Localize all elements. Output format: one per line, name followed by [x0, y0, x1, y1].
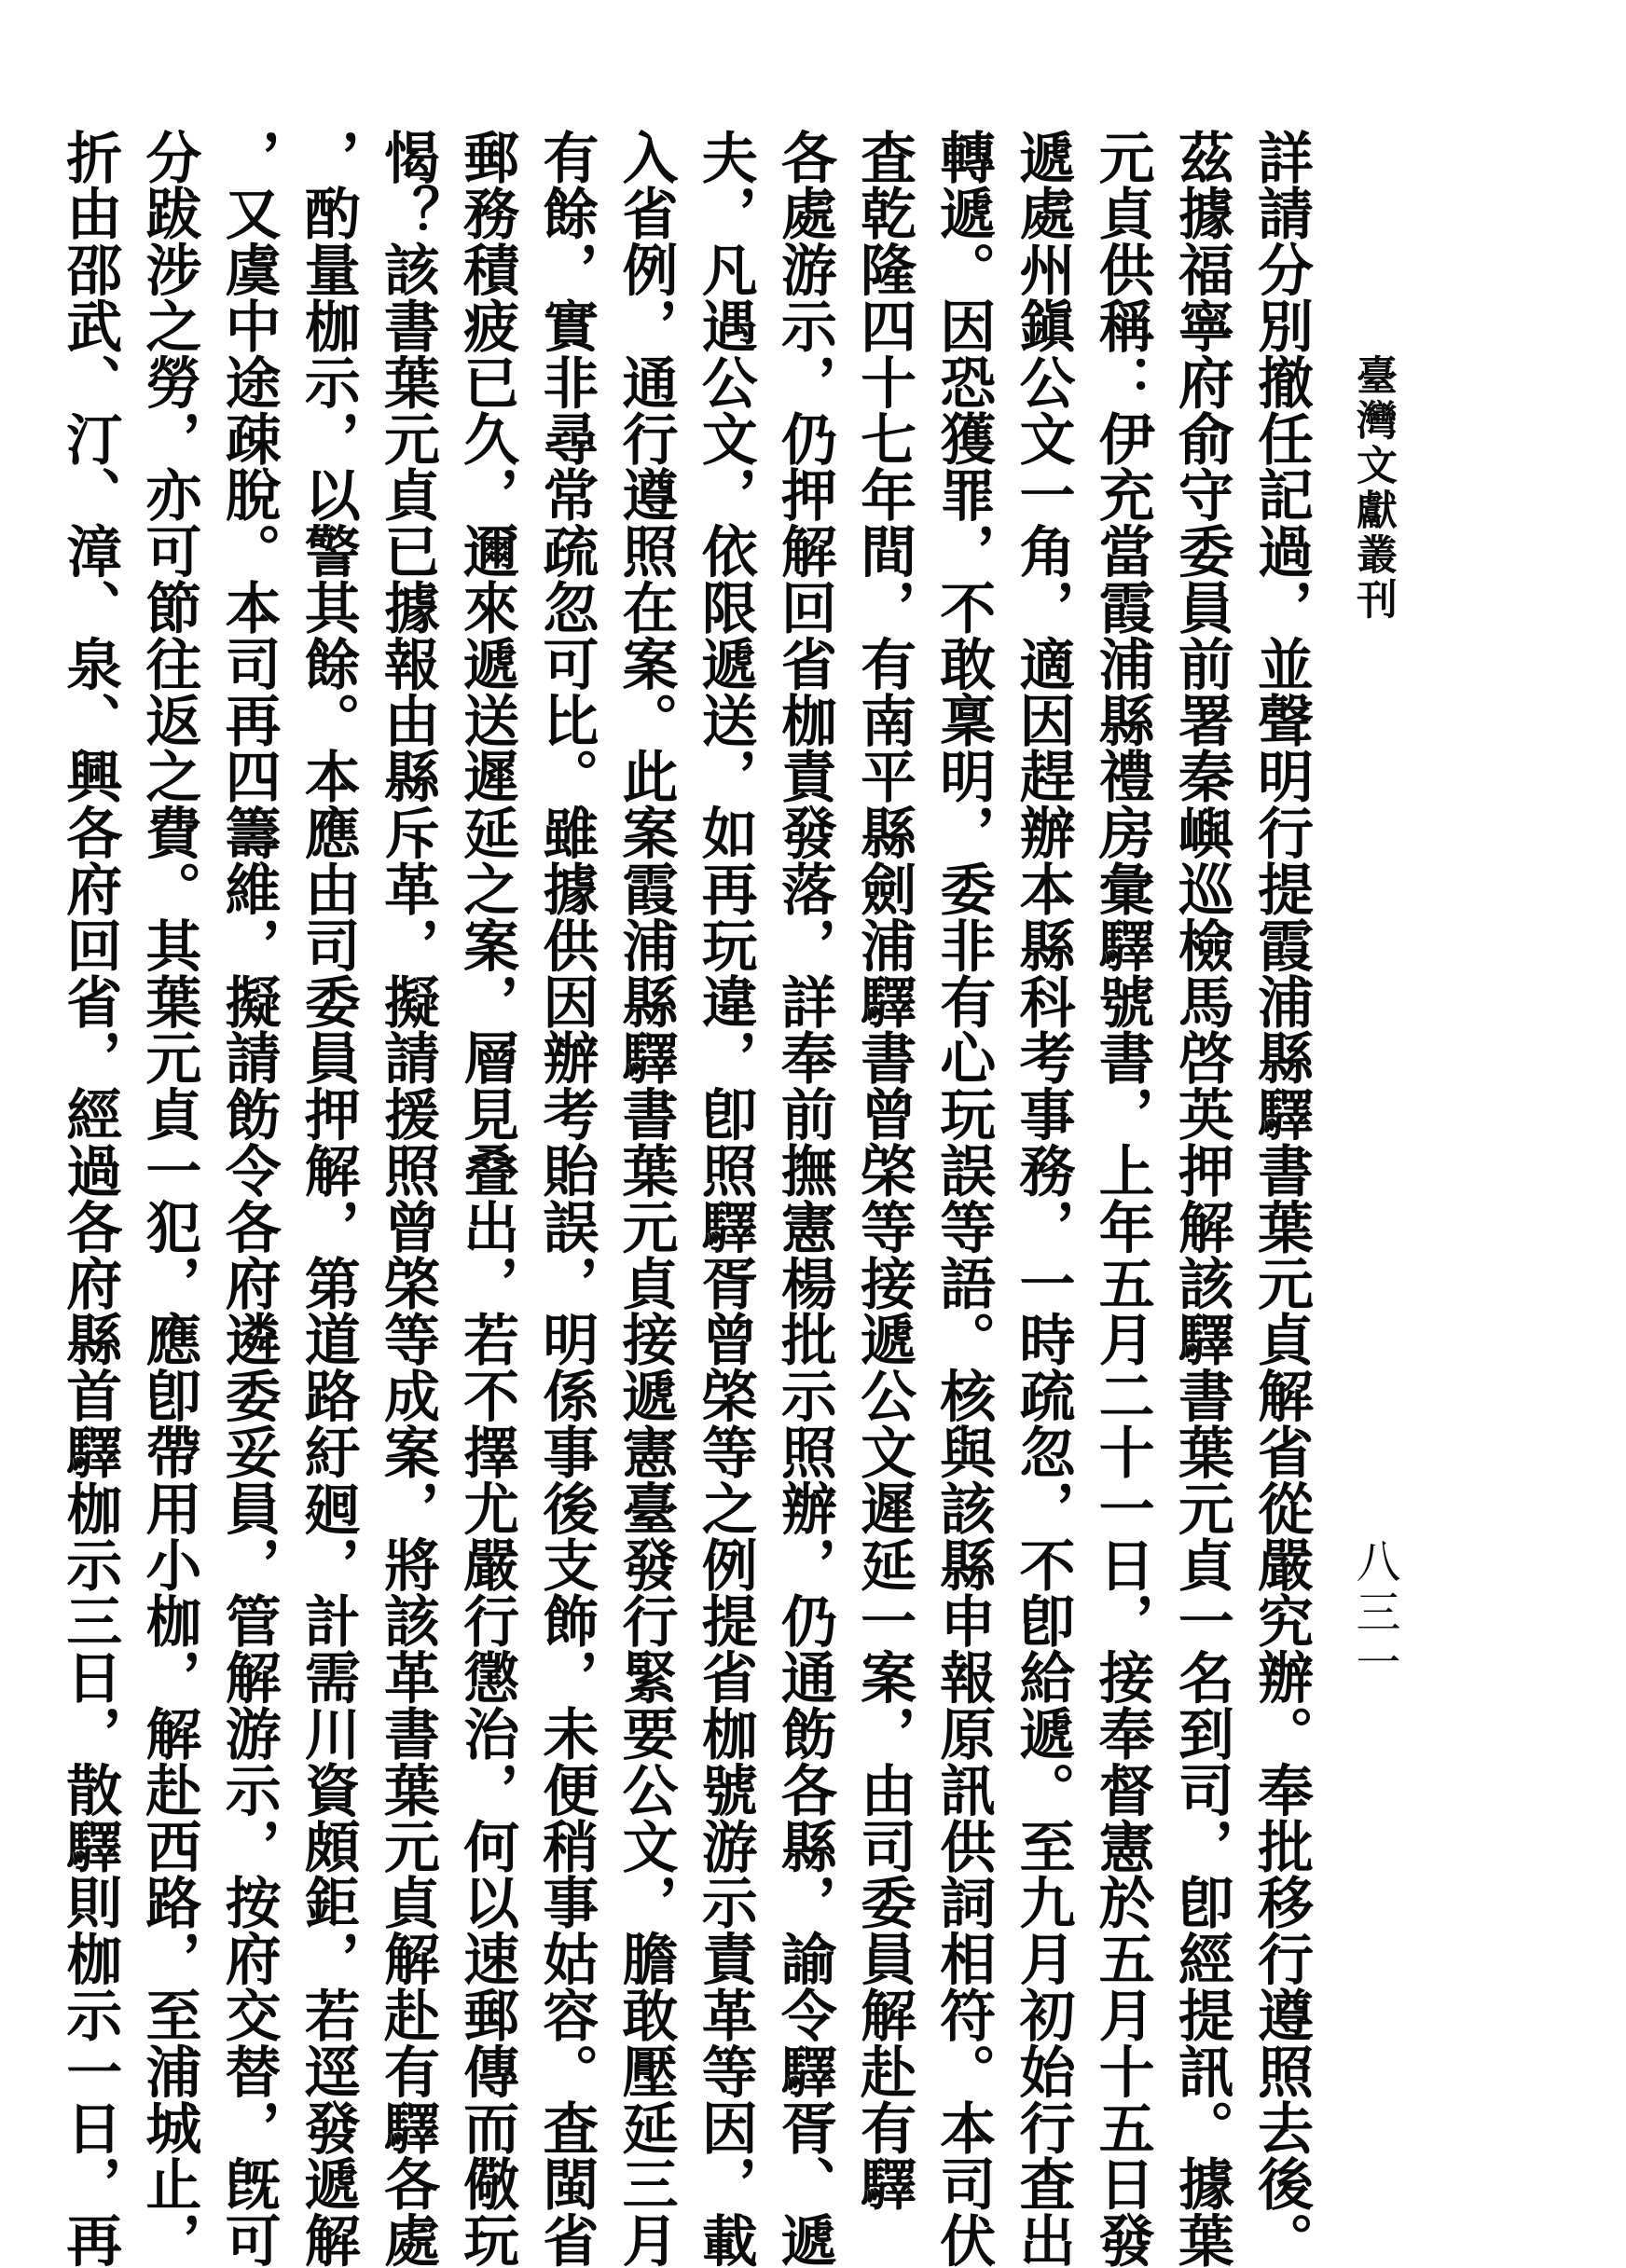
page-number: 八三一: [1348, 1538, 1400, 1689]
running-title: 臺灣文獻叢刊: [1349, 354, 1397, 623]
text-column: 査乾隆四十七年間，有南平縣劍浦驛書曾棨等接遞公文遲延一案，由司委員解赴有驛: [851, 129, 917, 2212]
text-column: 分跋涉之勞，亦可節往返之費。其葉元貞一犯，應卽帶用小枷，解赴西路，至浦城止，: [136, 129, 202, 2268]
text-column: ，又虞中途疎脫。本司再四籌維，擬請飭令各府遴委妥員，管解游示，按府交替，旣可: [215, 129, 282, 2268]
text-column: 折由邵武、汀、漳、泉、興各府回省，經過各府縣首驛枷示三日，散驛則枷示一日，再: [57, 129, 123, 2268]
text-column: 愒？該書葉元貞已據報由縣斥革，擬請援照曾棨等成案，將該革書葉元貞解赴有驛各處: [374, 129, 440, 2268]
text-column: 茲據福寧府俞守委員前署秦嶼巡檢馬啓英押解該驛書葉元貞一名到司，卽經提訊。據葉: [1168, 129, 1234, 2268]
text-column: 有餘，實非尋常疏忽可比。雖據供因辦考貽誤，明係事後支飾，未便稍事姑容。査閩省: [533, 129, 599, 2268]
text-column: 各處游示，仍押解回省枷責發落，詳奉前撫憲楊批示照辦，仍通飭各縣，諭令驛胥、遞: [771, 129, 837, 2268]
text-column: 夫，凡遇公文，依限遞送，如再玩違，卽照驛胥曾棨等之例提省枷號游示責革等因，載: [692, 129, 758, 2268]
text-column: 入省例，通行遵照在案。此案霞浦縣驛書葉元貞接遞憲臺發行緊要公文，膽敢壓延三月: [613, 129, 679, 2268]
text-column: 詳請分別撤任記過，並聲明行提霞浦縣驛書葉元貞解省從嚴究辦。奉批移行遵照去後。: [1248, 129, 1314, 2268]
text-column: 元貞供稱：伊充當霞浦縣禮房彙驛號書，上年五月二十一日，接奉督憲於五月十五日發: [1089, 129, 1155, 2268]
body-text: [57, 129, 1314, 2268]
text-column: 轉遞。因恐獲罪，不敢稟明，委非有心玩誤等語。核與該縣申報原訊供詞相符。本司伏: [930, 129, 997, 2268]
text-column: 郵務積疲已久，邇來遞送遲延之案，層見叠出，若不擇尤嚴行懲治，何以速郵傳而儆玩: [454, 129, 520, 2268]
text-column: ，酌量枷示，以警其餘。本應由司委員押解，第道路紆𢌞，計需川資頗鉅，若逕發遞解: [295, 129, 361, 2268]
text-column: 遞處州鎭公文一角，適因趕辦本縣科考事務，一時疏忽，不卽給遞。至九月初始行査出: [1010, 129, 1076, 2268]
